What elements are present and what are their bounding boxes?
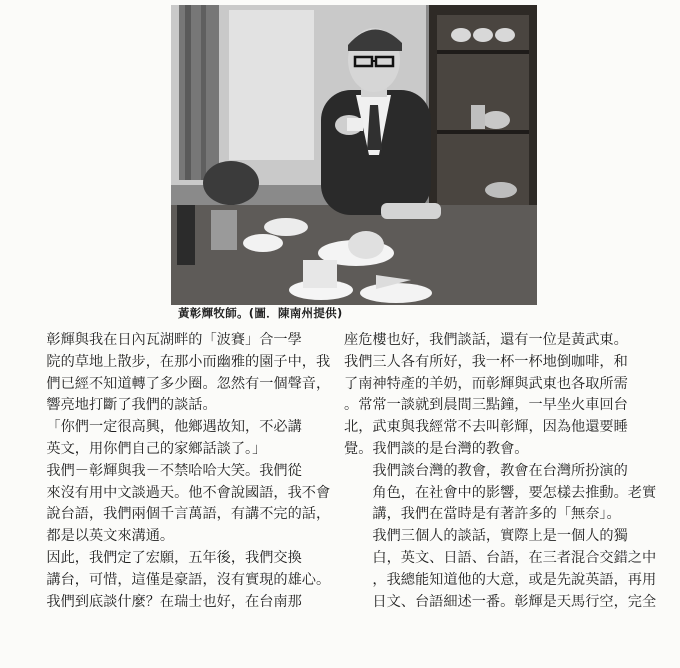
text-line: 講，我們在當時是有著許多的「無奈」。 [372,506,621,523]
paragraph [18,417,328,461]
text-line: 了南神特產的羊奶，而彰輝與武東也各取所需 [344,375,628,392]
text-line: 都是以英文來溝通。 [46,528,175,545]
text-line: 我們－彰輝與我－不禁哈哈大笑。我們從 [46,462,302,479]
article-left-column [18,330,331,613]
paragraph [344,461,674,526]
text-line: 角色，在社會中的影響，要怎樣去推動。老實 [372,484,657,501]
paragraph [344,526,674,613]
portrait-photo [171,5,537,305]
paragraph [18,592,328,614]
text-line: 英文，用你們自己的家鄉話談了。」 [46,440,267,457]
photo-caption: 黃彰輝牧師。(圖．陳南州提供) [178,306,343,320]
text-line: 來沒有用中文談過天。他不會說國語，我不會 [46,484,331,501]
text-line: 我們談台灣的教會，教會在台灣所扮演的 [372,462,628,479]
text-line: 我們到底談什麼？在瑞士也好，在台南那 [46,593,302,610]
text-line: ，我總能知道他的大意，或是先說英語，再用 [372,571,657,588]
text-line: 日文、台語細述一番。彰輝是天馬行空，完全 [372,593,657,610]
paragraph [18,548,331,592]
paragraph [18,330,331,417]
text-line: 座危樓也好，我們談話，還有一位是黃武東。 [344,332,628,348]
text-line: 「你們一定很高興，他鄉遇故知，不必講 [46,419,302,436]
text-line: 因此，我們定了宏願，五年後，我們交換 [46,549,302,566]
text-line: 彰輝與我在日內瓦湖畔的「波賽」合一學 [46,332,302,348]
text-line: 們已經不知道轉了多少圈。忽然有一個聲音， [46,375,331,392]
text-line: 北，武東與我經常不去叫彰輝，因為他還要睡 [344,419,628,436]
text-line: 白，英文、日語、台語，在三者混合交錯之中 [372,549,657,566]
text-line: 響亮地打斷了我們的談話。 [46,397,217,414]
text-line: 講台，可惜，這僅是豪語，沒有實現的雄心。 [46,571,331,588]
text-line: 院的草地上散步，在那小而幽雅的園子中，我 [46,353,331,370]
text-line: 說台語，我們兩個千言萬語，有講不完的話， [46,506,331,523]
text-line: 覺。我們談的是台灣的教會。 [344,440,529,457]
text-line: 我們三人各有所好，我一杯一杯地倒咖啡，和 [344,353,628,370]
text-line: 我們三個人的談話，實際上是一個人的獨 [372,528,628,545]
paragraph [344,330,674,461]
text-line: 。常常一談就到晨間三點鐘，一早坐火車回台 [344,397,628,414]
paragraph [18,461,331,548]
article-right-column [344,330,674,613]
